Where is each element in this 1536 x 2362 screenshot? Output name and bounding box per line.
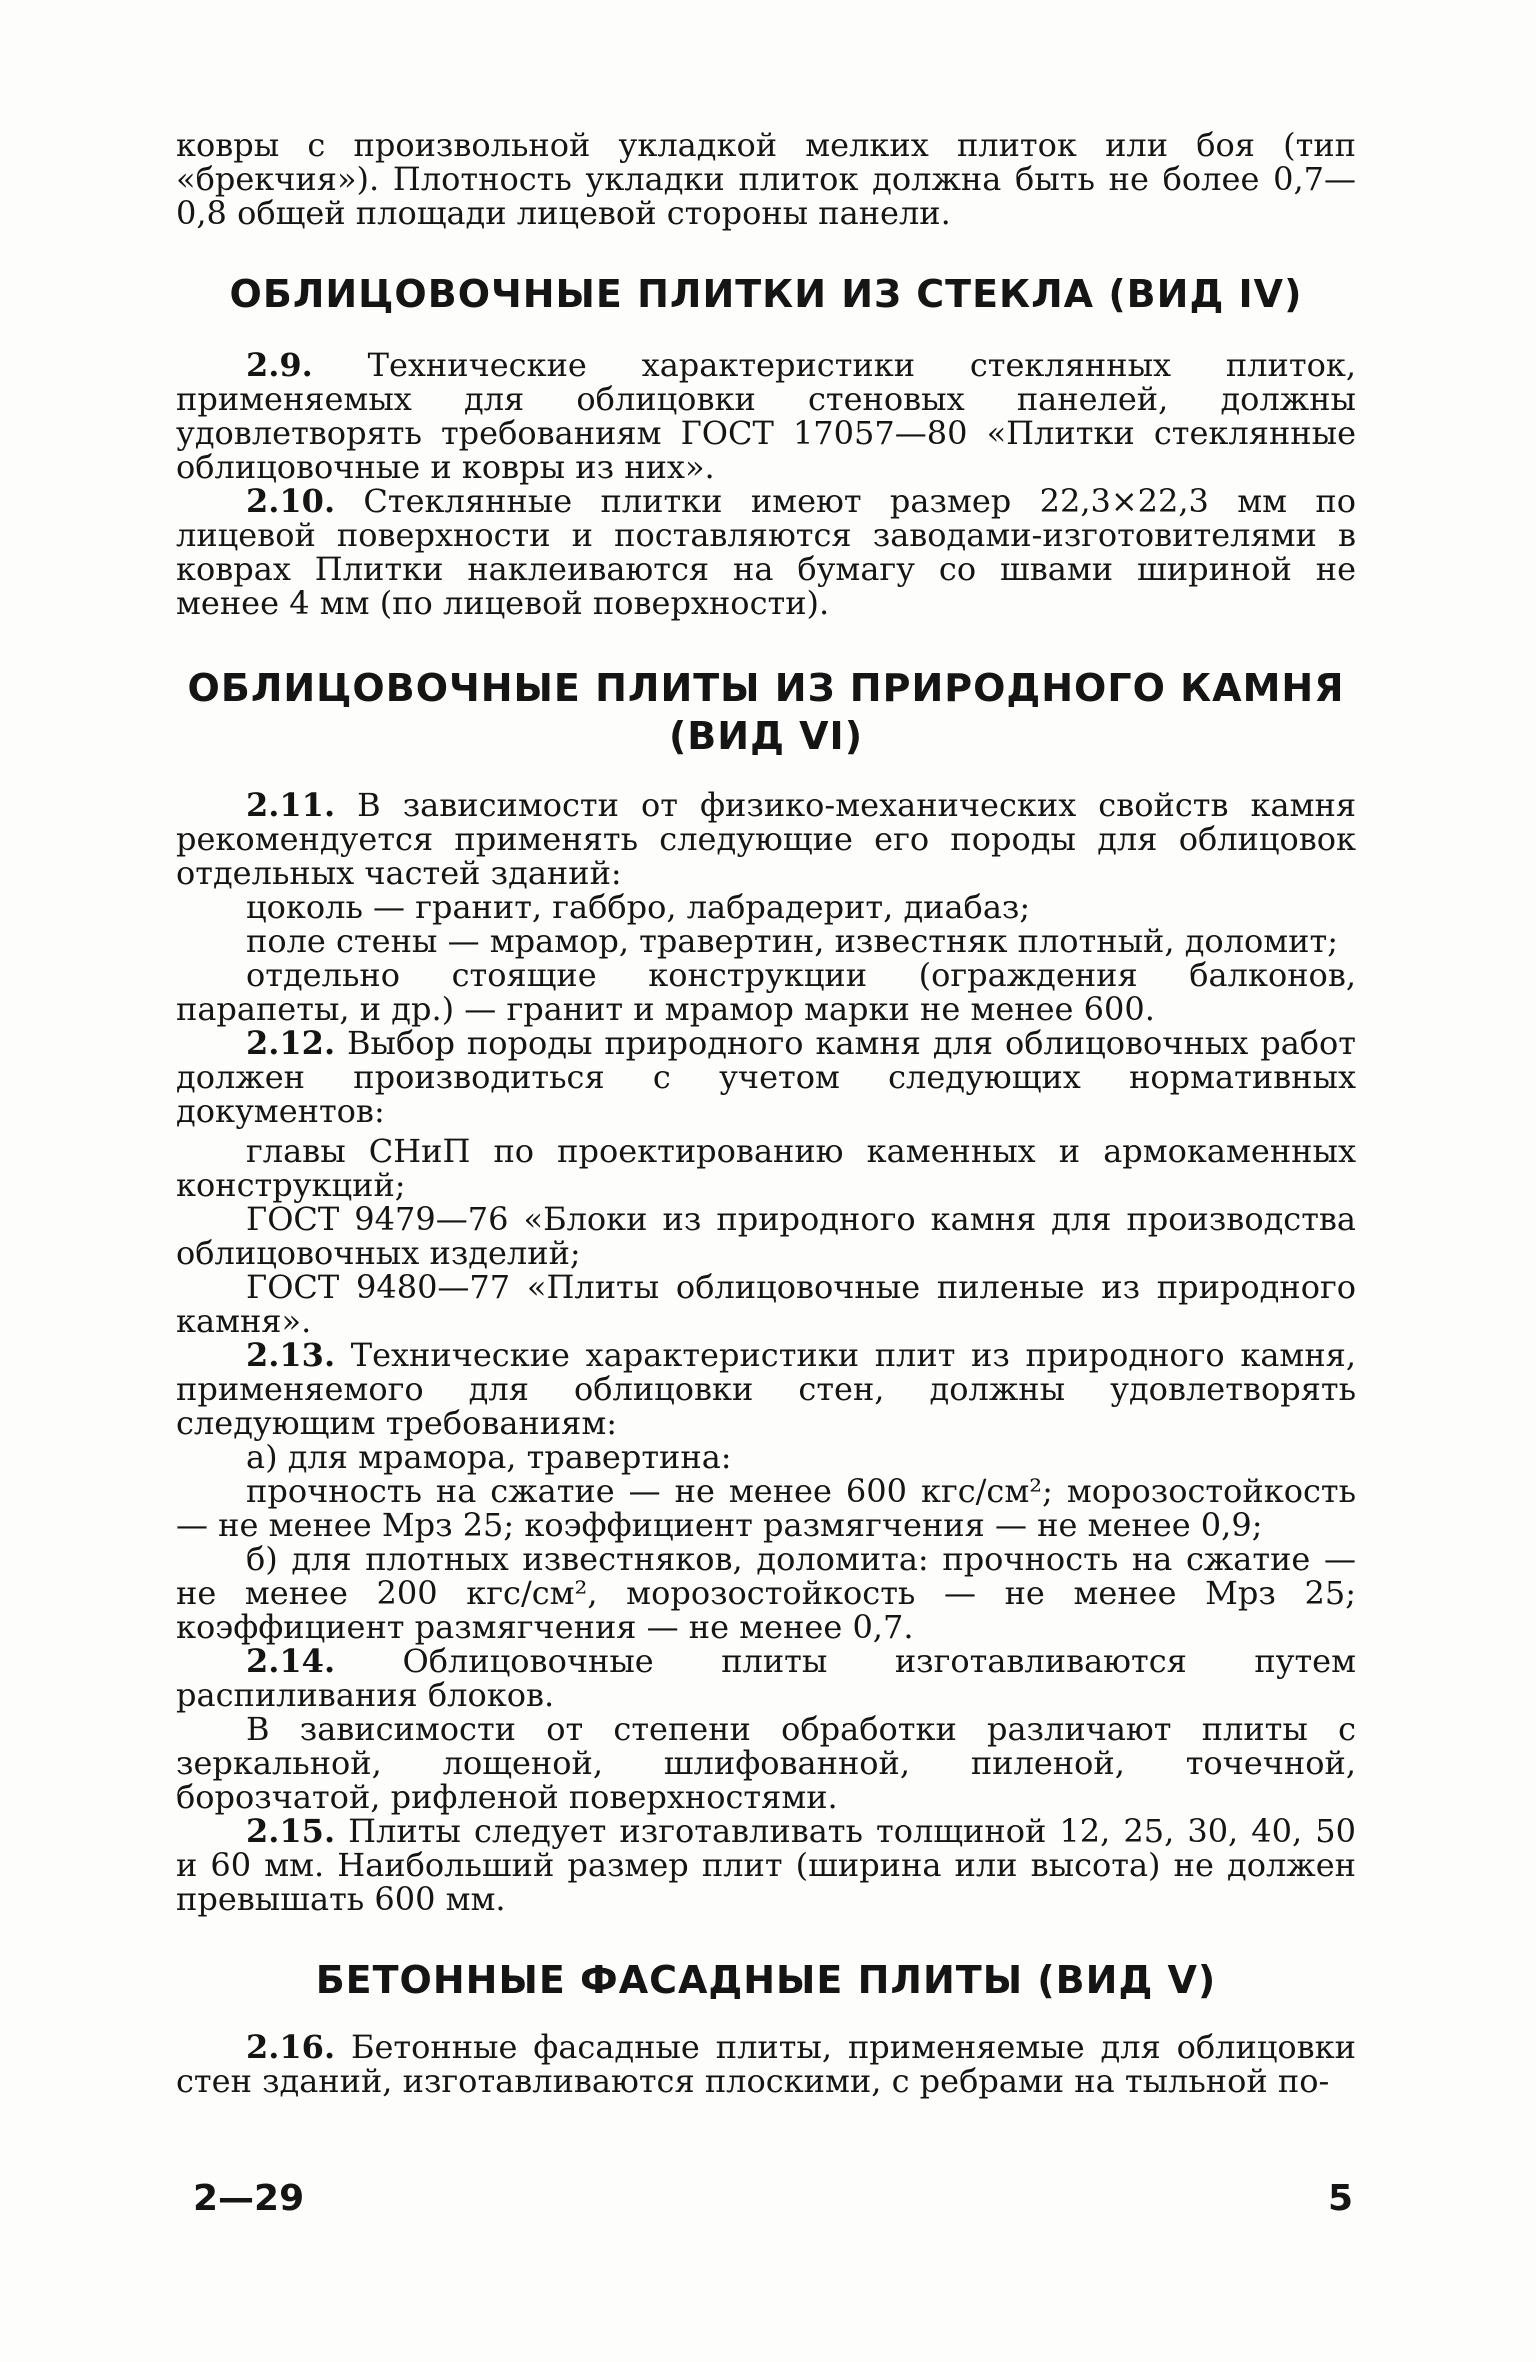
- section-heading-glass-tiles: ОБЛИЦОВОЧНЫЕ ПЛИТКИ ИЗ СТЕКЛА (ВИД IV): [229, 272, 1303, 316]
- paragraph-2-11: [176, 788, 1356, 890]
- list-item: б) для плотных известняков, доломита: прочность на сжатие — не менее 200 кгс/см², морозостойкость — не менее Мрз 25; коэффициент размягчения — не менее 0,7.: [176, 1540, 1356, 1646]
- heading-line: (ВИД VI): [668, 714, 864, 758]
- paragraph-number: 2.15.: [246, 1812, 336, 1850]
- paragraph-2-14-continued: В зависимости от степени обработки различают плиты с зеркальной, лощеной, шлифованной, пиленой, точечной, борозчатой, рифленой поверхностями.: [176, 1710, 1356, 1816]
- paragraph-2-14: [176, 1644, 1356, 1712]
- list-item: а) для мрамора, травертина:: [246, 1438, 732, 1476]
- paragraph-2-13: [176, 1338, 1356, 1440]
- paragraph-2-16: [176, 2030, 1356, 2098]
- paragraph-text: Бетонные фасадные плиты, применяемые для облицовки стен зданий, изготавливаются плоскими, с ребрами на тыльной по-: [176, 2028, 1356, 2100]
- paragraph-text: Облицовочные плиты изготавливаются путем распиливания блоков.: [176, 1642, 1356, 1714]
- paragraph-2-9: [176, 348, 1356, 484]
- list-item: цоколь — гранит, габбро, лабрадерит, диабаз;: [246, 888, 1031, 926]
- paragraph-2-10: [176, 484, 1356, 620]
- list-item: ГОСТ 9479—76 «Блоки из природного камня для производства облицовочных изделий;: [176, 1200, 1356, 1272]
- list-item: главы СНиП по проектированию каменных и армокаменных конструкций;: [176, 1132, 1356, 1204]
- paragraph-2-15: [176, 1814, 1356, 1916]
- intro-paragraph: ковры с произвольной укладкой мелких плиток или боя (тип «брекчия»). Плотность укладки плиток должна быть не более 0,7—0,8 общей площади лицевой стороны панели.: [176, 126, 1356, 232]
- page-number: 5: [1328, 2178, 1354, 2219]
- paragraph-number: 2.9.: [246, 346, 313, 384]
- paragraph-text: В зависимости от физико-механических свойств камня рекомендуется применять следующие его породы для облицовок отдельных частей зданий:: [176, 786, 1356, 892]
- list-item: ГОСТ 9480—77 «Плиты облицовочные пиленые из природного камня».: [176, 1268, 1356, 1340]
- list-item: прочность на сжатие — не менее 600 кгс/см²; морозостойкость — не менее Мрз 25; коэффициент размягчения — не менее 0,9;: [176, 1472, 1356, 1544]
- paragraph-text: Технические характеристики стеклянных плиток, применяемых для облицовки стеновых панелей, должны удовлетворять требованиям ГОСТ 17057—80 «Плитки стеклянные облицовочные и ковры из них».: [176, 346, 1356, 486]
- paragraph-number: 2.10.: [246, 482, 336, 520]
- paragraph-text: Плиты следует изготавливать толщиной 12, 25, 30, 40, 50 и 60 мм. Наибольший размер плит (ширина или высота) не должен превышать 600 мм.: [176, 1812, 1356, 1918]
- paragraph-text: Технические характеристики плит из природного камня, применяемого для облицовки стен, должны удовлетворять следующим требованиям:: [176, 1336, 1356, 1442]
- list-item: поле стены — мрамор, травертин, известняк плотный, доломит;: [246, 922, 1338, 960]
- paragraph-number: 2.13.: [246, 1336, 336, 1374]
- paragraph-text: Выбор породы природного камня для облицовочных работ должен производиться с учетом следующих нормативных документов:: [176, 1024, 1356, 1130]
- heading-line: ОБЛИЦОВОЧНЫЕ ПЛИТЫ ИЗ ПРИРОДНОГО КАМНЯ: [187, 666, 1345, 710]
- section-heading-natural-stone: [176, 664, 1356, 760]
- list-item: отдельно стоящие конструкции (ограждения балконов, парапеты, и др.) — гранит и мрамор марки не менее 600.: [176, 956, 1356, 1028]
- paragraph-number: 2.11.: [246, 786, 336, 824]
- paragraph-text: Стеклянные плитки имеют размер 22,3×22,3 мм по лицевой поверхности и поставляются заводами-изготовителями в коврах Плитки наклеиваются на бумагу со швами шириной не менее 4 мм (по лицевой поверхности).: [176, 482, 1356, 622]
- paragraph-number: 2.12.: [246, 1024, 336, 1062]
- paragraph-number: 2.16.: [246, 2028, 336, 2066]
- paragraph-2-12: [176, 1026, 1356, 1128]
- section-heading-concrete-panels: БЕТОННЫЕ ФАСАДНЫЕ ПЛИТЫ (ВИД V): [315, 1958, 1217, 2002]
- paragraph-number: 2.14.: [246, 1642, 336, 1680]
- signature-mark: 2—29: [193, 2178, 305, 2219]
- text-column: [176, 128, 1356, 2098]
